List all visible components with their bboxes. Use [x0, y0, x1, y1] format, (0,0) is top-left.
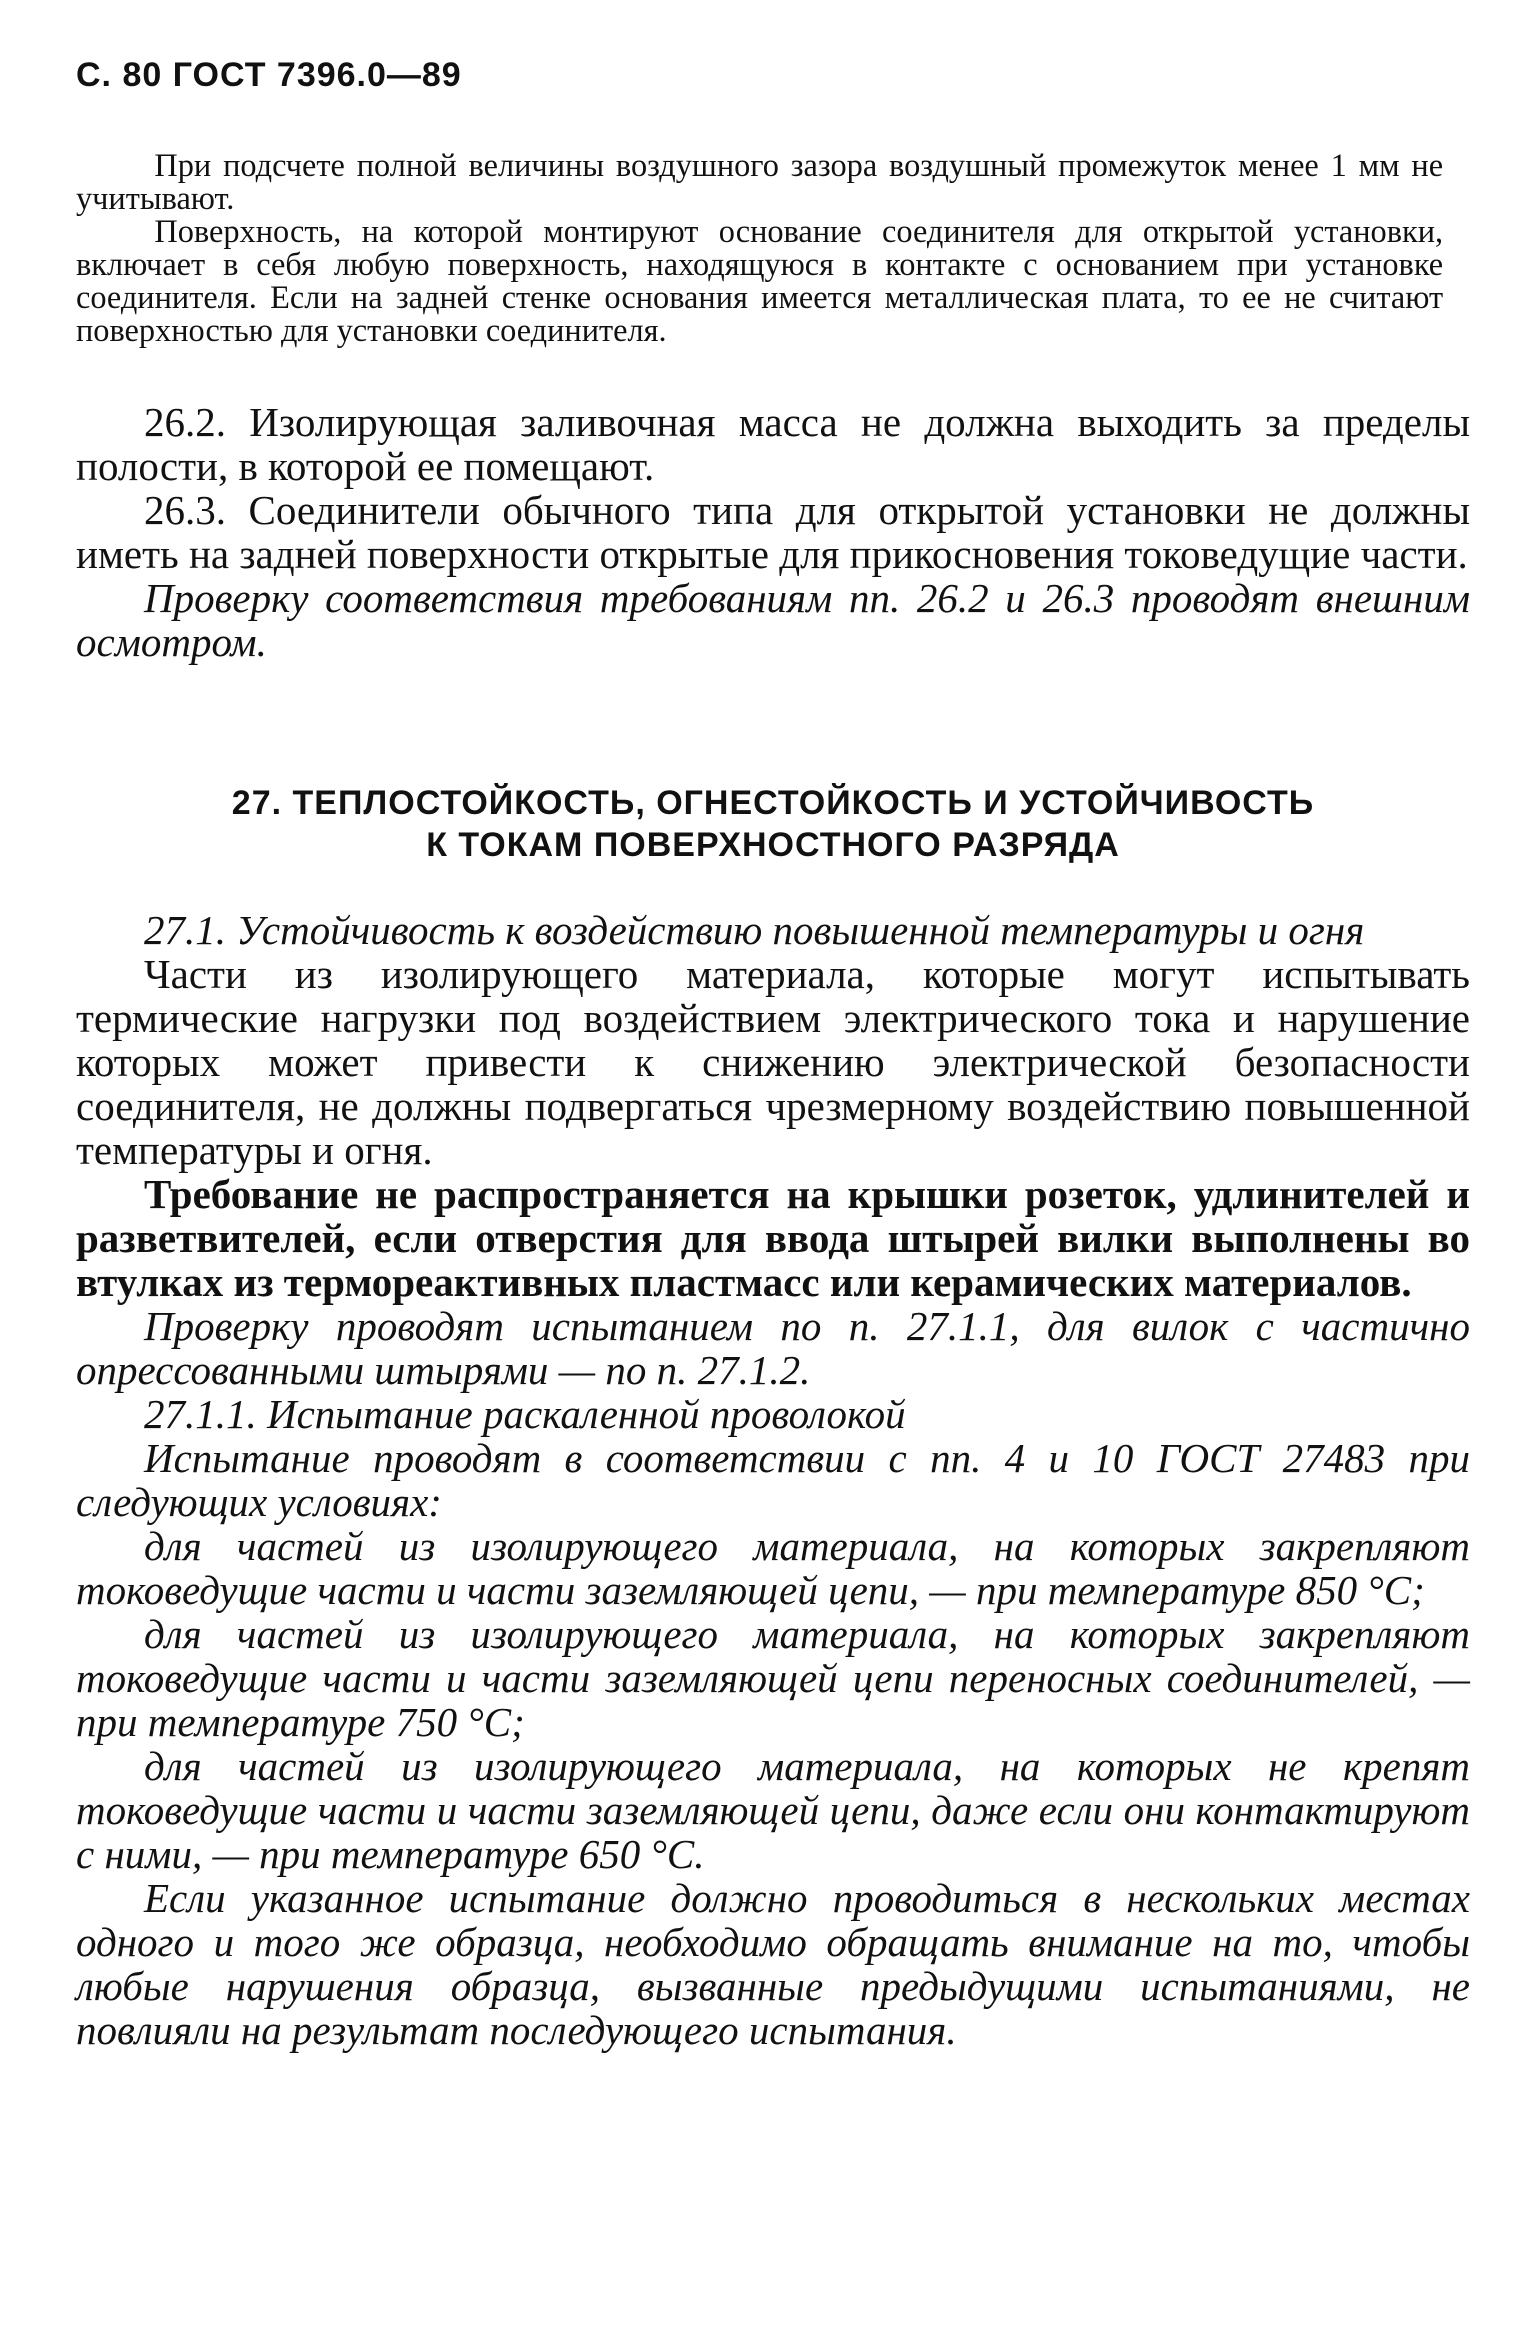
clause-27-1-exception: Требование не распространяется на крышки розеток, удлинителей и разветвителей, если отверстия для ввода штырей вилки выполнены во втулках из термореактивных пластмасс или керамических материалов. — [76, 1171, 1470, 1305]
intro-paragraph-mounting-surface: Поверхность, на которой монтируют основание соединителя для открытой установки, включает в себя любую поверхность, находящуюся в контакте с основанием при установке соединителя. Если на задней стенке основания имеется металлическая плата, то ее не считают поверхностью для установки соединителя. — [76, 214, 1444, 349]
clause-27-1-1-title: 27.1.1. Испытание раскаленной проволокой — [144, 1391, 906, 1437]
section-27-title — [76, 782, 1470, 866]
clauses-26 — [76, 400, 1470, 664]
clause-27-1-1-intro: Испытание проводят в соответствии с пп. 4 и 10 ГОСТ 27483 при следующих условиях: — [76, 1435, 1470, 1525]
clause-26-check: Проверку соответствия требованиям пп. 26.2 и 26.3 проводят внешним осмотром. — [76, 575, 1470, 665]
clause-26-3: 26.3. Соединители обычного типа для открытой установки не должны иметь на задней поверхности открытые для прикосновения токоведущие части. — [76, 487, 1470, 577]
clause-27-1-body: Части из изолирующего материала, которые могут испытывать термические нагрузки под воздействием электрического тока и нарушение которых может привести к снижению электрической безопасности соединителя, не должны подвергаться чрезмерному воздействию повышенной температуры и огня. — [76, 951, 1470, 1173]
condition-650: для частей из изолирующего материала, на которых не крепят токоведущие части и части заземляющей цепи, даже если они контактируют с ними, — при температуре 650 °С. — [76, 1743, 1470, 1877]
condition-850: для частей из изолирующего материала, на которых закрепляют токоведущие части и части заземляющей цепи, — при температуре 850 °С; — [76, 1523, 1470, 1613]
page-header: С. 80 ГОСТ 7396.0—89 — [76, 56, 462, 94]
condition-750: для частей из изолирующего материала, на которых закрепляют токоведущие части и части заземляющей цепи переносных соединителей, — при температуре 750 °С; — [76, 1611, 1470, 1745]
clause-26-2: 26.2. Изолирующая заливочная масса не должна выходить за пределы полости, в которой ее помещают. — [76, 399, 1470, 489]
section-27-title-line2: К ТОКАМ ПОВЕРХНОСТНОГО РАЗРЯДА — [426, 826, 1120, 864]
clause-27-1-check: Проверку проводят испытанием по п. 27.1.1, для вилок с частично опрессованными штырями — по п. 27.1.2. — [76, 1303, 1470, 1393]
section-27-body — [76, 908, 1470, 2052]
intro-block — [76, 150, 1443, 348]
clause-27-1-title: 27.1. Устойчивость к воздействию повышенной температуры и огня — [144, 907, 1365, 953]
section-27-title-line1: 27. ТЕПЛОСТОЙКОСТЬ, ОГНЕСТОЙКОСТЬ И УСТОЙЧИВОСТЬ — [231, 784, 1315, 822]
intro-paragraph-air-gap: При подсчете полной величины воздушного зазора воздушный промежуток менее 1 мм не учитывают. — [76, 148, 1444, 217]
clause-27-1-1-final: Если указанное испытание должно проводиться в нескольких местах одного и того же образца, необходимо обращать внимание на то, чтобы любые нарушения образца, вызванные предыдущими испытаниями, не повлияли на результат последующего испытания. — [76, 1875, 1470, 2053]
